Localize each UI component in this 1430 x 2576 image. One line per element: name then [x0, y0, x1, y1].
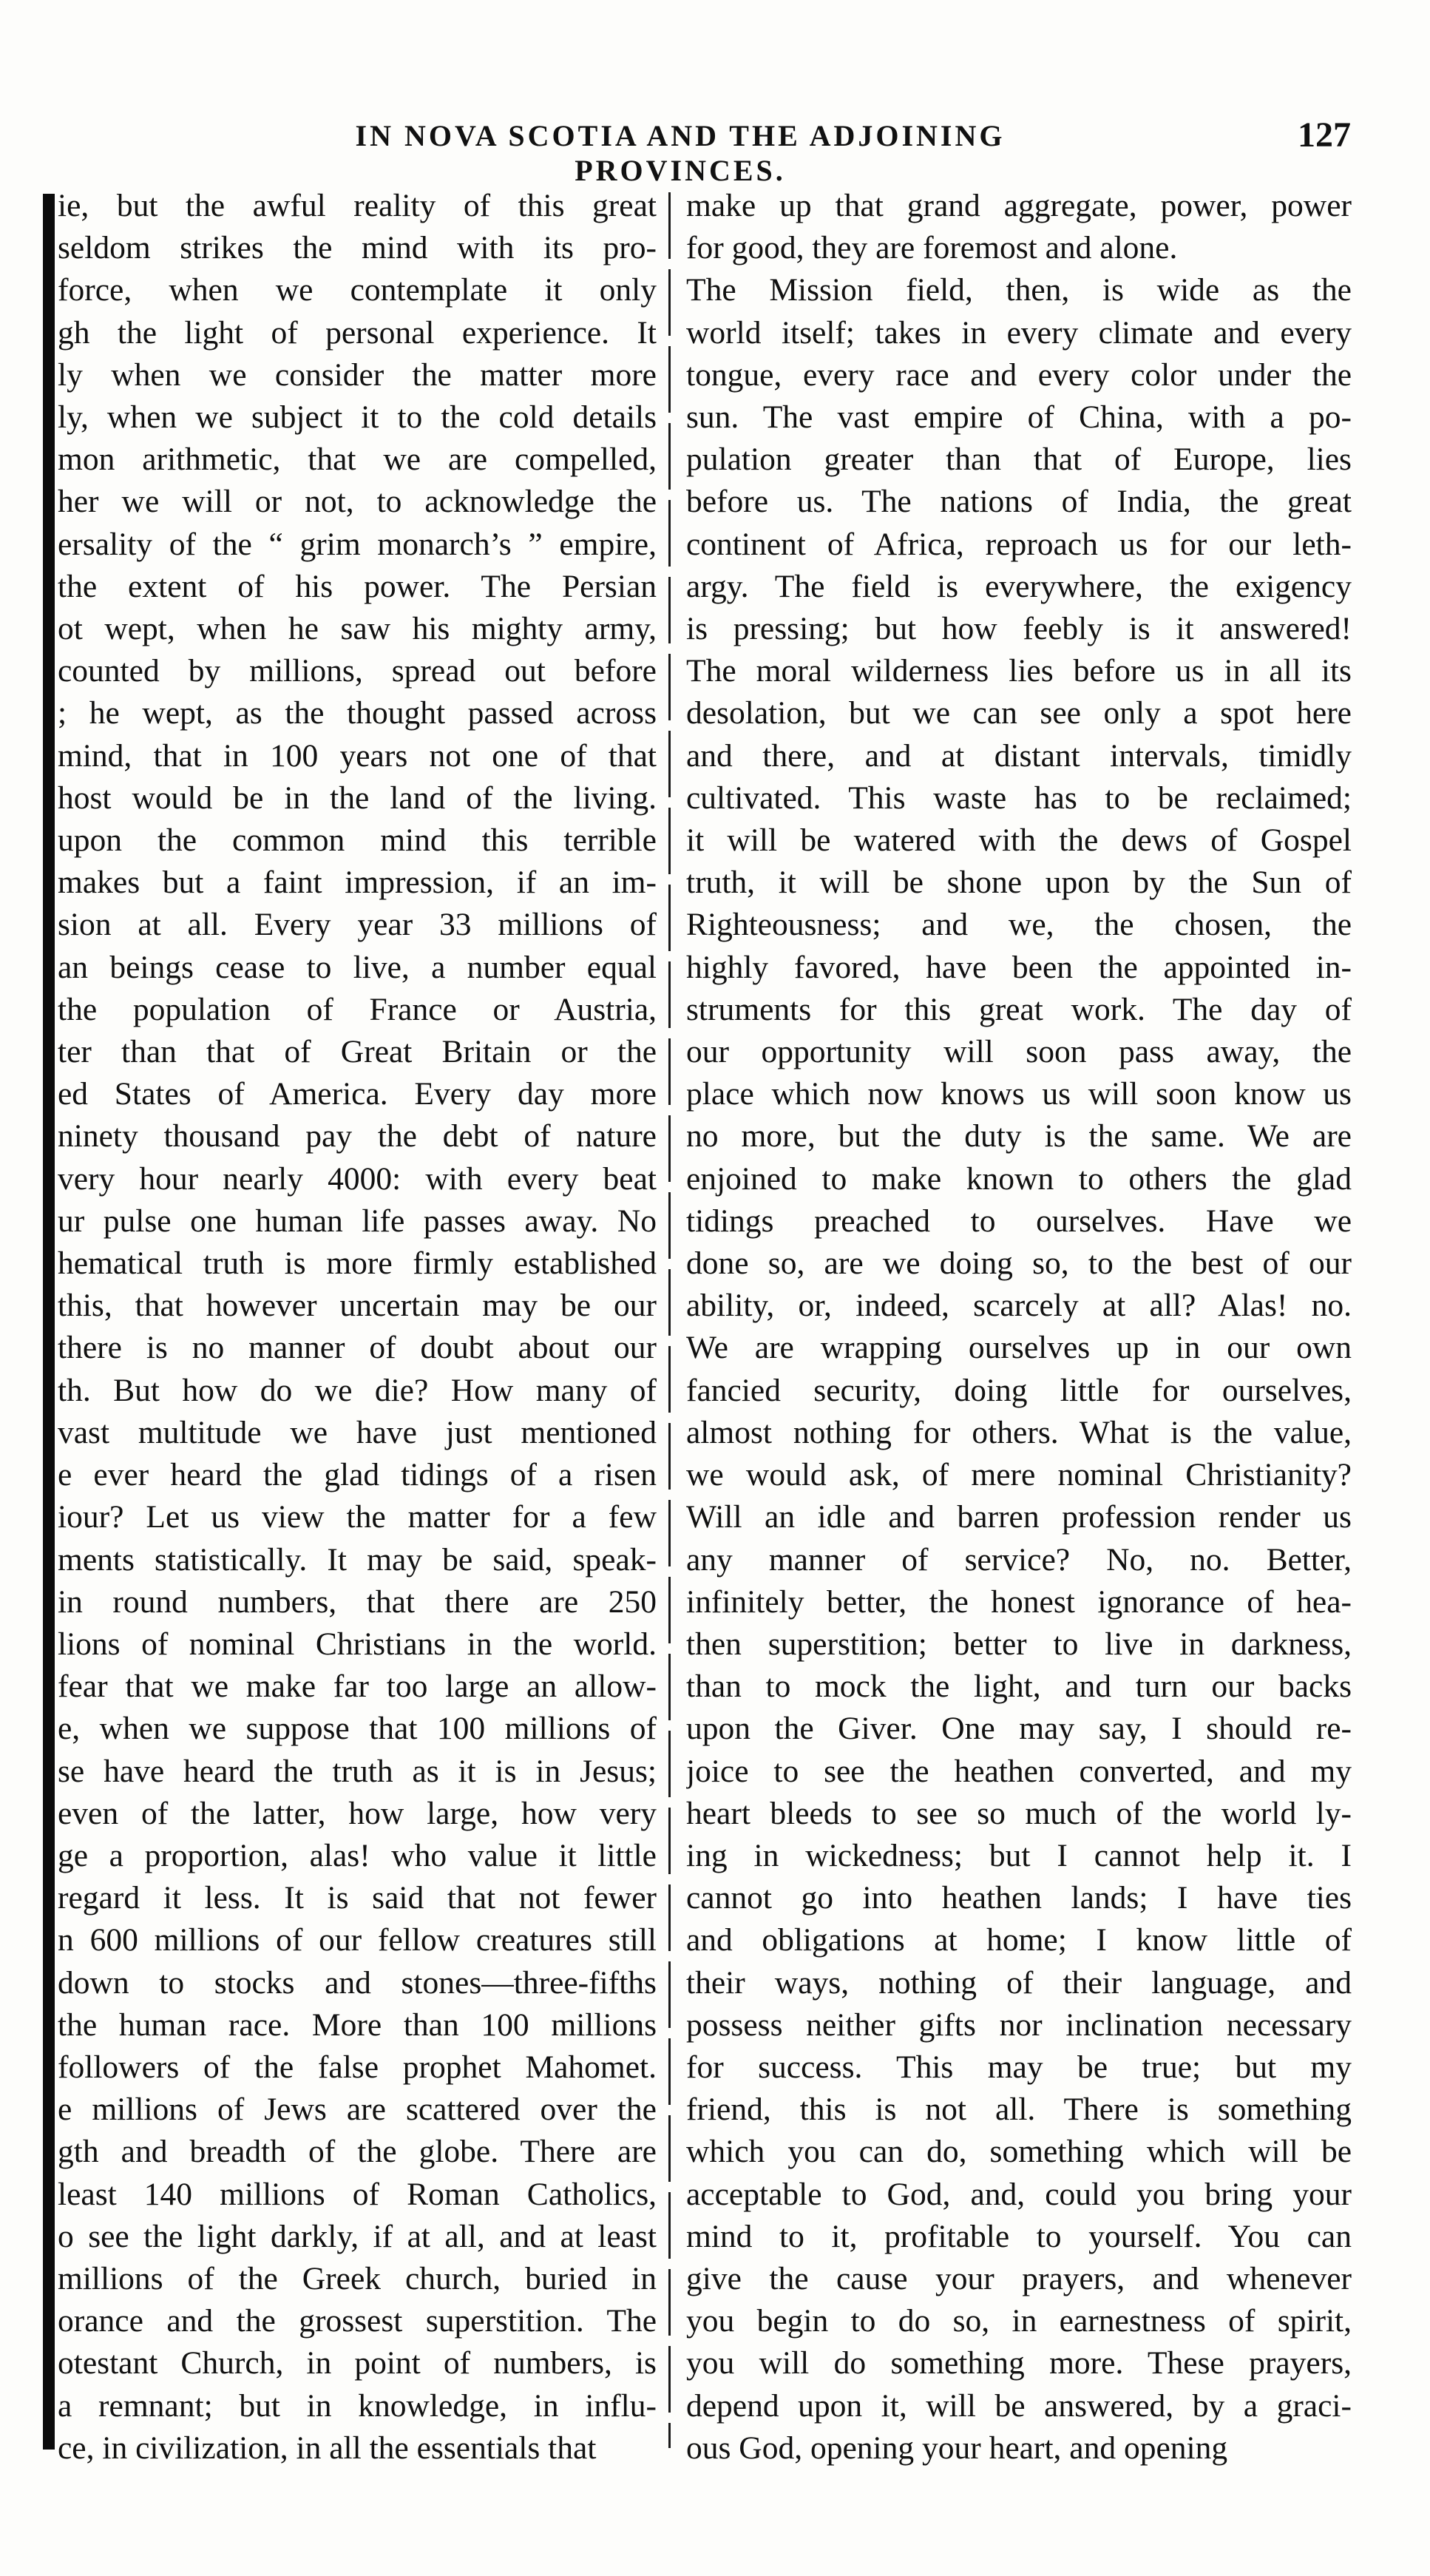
text-line: ous God, opening your heart, and opening [686, 2430, 1228, 2466]
text-line: ge a proportion, alas! who value it little [58, 1837, 657, 1873]
text-line: mon arithmetic, that we are compelled, [58, 442, 657, 478]
text-line: otestant Church, in point of numbers, is [58, 2345, 657, 2381]
text-line: se have heard the truth as it is in Jesus; [58, 1753, 657, 1789]
text-line: Righteousness; and we, the chosen, the [686, 907, 1352, 943]
text-line: gth and breadth of the globe. There are [58, 2134, 657, 2170]
text-line: no more, but the duty is the same. We are [686, 1118, 1352, 1155]
text-line: argy. The field is everywhere, the exigency [686, 568, 1352, 604]
text-line: ersality of the “ grim monarch’s ” empire, [58, 526, 657, 562]
text-line: this, that however uncertain may be our [58, 1288, 657, 1324]
text-line: and obligations at home; I know little of [686, 1922, 1352, 1958]
text-line: cannot go into heathen lands; I have ties [686, 1880, 1352, 1916]
text-line: possess neither gifts nor inclination necessary [686, 2007, 1352, 2043]
text-line: tongue, every race and every color under the [686, 356, 1352, 393]
text-line: upon the Giver. One may say, I should re- [686, 1711, 1352, 1747]
text-line: The Mission field, then, is wide as the [686, 272, 1352, 308]
text-line: for success. This may be true; but my [686, 2049, 1352, 2085]
text-line: friend, this is not all. There is something [686, 2092, 1352, 2128]
text-line: force, when we contemplate it only [58, 272, 657, 308]
text-line: sion at all. Every year 33 millions of [58, 907, 657, 943]
text-line: very hour nearly 4000: with every beat [58, 1160, 657, 1197]
text-line: make up that grand aggregate, power, power [686, 188, 1352, 223]
text-line: before us. The nations of India, the great [686, 484, 1352, 520]
text-line: host would be in the land of the living. [58, 780, 657, 816]
text-line: makes but a faint impression, if an im- [58, 865, 657, 901]
text-line: seldom strikes the mind with its pro- [58, 230, 657, 266]
text-line: it will be watered with the dews of Gospel [686, 822, 1352, 859]
text-line: cultivated. This waste has to be reclaimed; [686, 780, 1352, 816]
text-line: enjoined to make known to others the glad [686, 1160, 1352, 1197]
text-line: o see the light darkly, if at all, and at least [58, 2218, 657, 2254]
text-line: ter than that of Great Britain or the [58, 1034, 657, 1070]
text-line: ly, when we subject it to the cold details [58, 399, 657, 436]
text-line: mind to it, profitable to yourself. You can [686, 2218, 1352, 2254]
text-line: you begin to do so, in earnestness of spirit, [686, 2303, 1352, 2339]
text-line: truth, it will be shone upon by the Sun of [686, 865, 1352, 901]
left-text-column [58, 185, 657, 2469]
text-line: struments for this great work. The day of [686, 991, 1352, 1027]
text-line: ot wept, when he saw his mighty army, [58, 611, 657, 647]
text-line: ninety thousand pay the debt of nature [58, 1118, 657, 1155]
text-line: gh the light of personal experience. It [58, 314, 657, 351]
text-line: the extent of his power. The Persian [58, 568, 657, 604]
text-line: her we will or not, to acknowledge the [58, 484, 657, 520]
text-line: joice to see the heathen converted, and my [686, 1753, 1352, 1789]
text-line: e millions of Jews are scattered over the [58, 2092, 657, 2128]
text-line: there is no manner of doubt about our [58, 1330, 657, 1366]
text-line: the population of France or Austria, [58, 991, 657, 1027]
text-line: hematical truth is more firmly established [58, 1245, 657, 1282]
text-line: ce, in civilization, in all the essentials that [58, 2430, 597, 2466]
text-line: for good, they are foremost and alone. [686, 230, 1178, 266]
text-line: and there, and at distant intervals, timidly [686, 737, 1352, 774]
text-line: desolation, but we can see only a spot here [686, 695, 1352, 731]
text-line: done so, are we doing so, to the best of our [686, 1245, 1352, 1282]
text-line: acceptable to God, and, could you bring your [686, 2176, 1352, 2212]
text-line: continent of Africa, reproach us for our leth- [686, 526, 1352, 562]
text-line: depend upon it, will be answered, by a graci- [686, 2387, 1352, 2424]
running-head: IN NOVA SCOTIA AND THE ADJOINING PROVINCES. [355, 119, 1006, 187]
text-line: fancied security, doing little for ourselves, [686, 1372, 1352, 1408]
text-line: The moral wilderness lies before us in all its [686, 653, 1352, 689]
text-line: we would ask, of mere nominal Christianity? [686, 1457, 1352, 1493]
page-number: 127 [1298, 115, 1351, 155]
text-line: n 600 millions of our fellow creatures still [58, 1922, 657, 1958]
text-line: iour? Let us view the matter for a few [58, 1499, 657, 1535]
text-line: in round numbers, that there are 250 [58, 1583, 657, 1620]
text-line: world itself; takes in every climate and every [686, 314, 1352, 351]
text-line: orance and the grossest superstition. The [58, 2303, 657, 2339]
text-line: e ever heard the glad tidings of a risen [58, 1457, 657, 1493]
column-divider [668, 192, 671, 2448]
text-line: th. But how do we die? How many of [58, 1372, 657, 1408]
text-line: ; he wept, as the thought passed across [58, 695, 657, 731]
text-line: then superstition; better to live in darkness, [686, 1626, 1352, 1662]
text-line: their ways, nothing of their language, and [686, 1964, 1352, 2001]
text-line: regard it less. It is said that not fewer [58, 1880, 657, 1916]
text-line: ur pulse one human life passes away. No [58, 1203, 657, 1239]
text-line: millions of the Greek church, buried in [58, 2260, 657, 2296]
text-line: give the cause your prayers, and whenever [686, 2260, 1352, 2296]
text-line: ly when we consider the matter more [58, 356, 657, 393]
text-line: any manner of service? No, no. Better, [686, 1541, 1352, 1578]
text-line: even of the latter, how large, how very [58, 1795, 657, 1831]
text-line: counted by millions, spread out before [58, 653, 657, 689]
text-line: followers of the false prophet Mahomet. [58, 2049, 657, 2085]
text-line: the human race. More than 100 millions [58, 2007, 657, 2043]
text-line: you will do something more. These prayers, [686, 2345, 1352, 2381]
text-line: which you can do, something which will be [686, 2134, 1352, 2170]
binding-shadow [43, 194, 55, 2450]
text-line: place which now knows us will soon know us [686, 1076, 1352, 1112]
text-line: ing in wickedness; but I cannot help it. I [686, 1837, 1352, 1873]
text-line: ie, but the awful reality of this great [58, 188, 657, 223]
text-line: a remnant; but in knowledge, in influ- [58, 2387, 657, 2424]
text-line: We are wrapping ourselves up in our own [686, 1330, 1352, 1366]
text-line: e, when we suppose that 100 millions of [58, 1711, 657, 1747]
text-line: heart bleeds to see so much of the world ly- [686, 1795, 1352, 1831]
text-line: ed States of America. Every day more [58, 1076, 657, 1112]
text-line: highly favored, have been the appointed in- [686, 949, 1352, 985]
text-line: than to mock the light, and turn our backs [686, 1669, 1352, 1705]
text-line: pulation greater than that of Europe, lies [686, 442, 1352, 478]
text-line: tidings preached to ourselves. Have we [686, 1203, 1352, 1239]
text-line: lions of nominal Christians in the world. [58, 1626, 657, 1662]
text-line: an beings cease to live, a number equal [58, 949, 657, 985]
text-line: mind, that in 100 years not one of that [58, 737, 657, 774]
text-line: ability, or, indeed, scarcely at all? Alas! no. [686, 1288, 1352, 1324]
text-line: down to stocks and stones—three-fifths [58, 1964, 657, 2001]
text-line: fear that we make far too large an allow- [58, 1669, 657, 1705]
text-line: ments statistically. It may be said, speak- [58, 1541, 657, 1578]
text-line: least 140 millions of Roman Catholics, [58, 2176, 657, 2212]
right-text-column [686, 185, 1352, 2469]
text-line: Will an idle and barren profession render us [686, 1499, 1352, 1535]
text-line: sun. The vast empire of China, with a po- [686, 399, 1352, 436]
text-line: is pressing; but how feebly is it answered! [686, 611, 1352, 647]
text-line: our opportunity will soon pass away, the [686, 1034, 1352, 1070]
text-line: vast multitude we have just mentioned [58, 1414, 657, 1450]
text-line: upon the common mind this terrible [58, 822, 657, 859]
text-line: infinitely better, the honest ignorance of hea- [686, 1583, 1352, 1620]
text-line: almost nothing for others. What is the value, [686, 1414, 1352, 1450]
